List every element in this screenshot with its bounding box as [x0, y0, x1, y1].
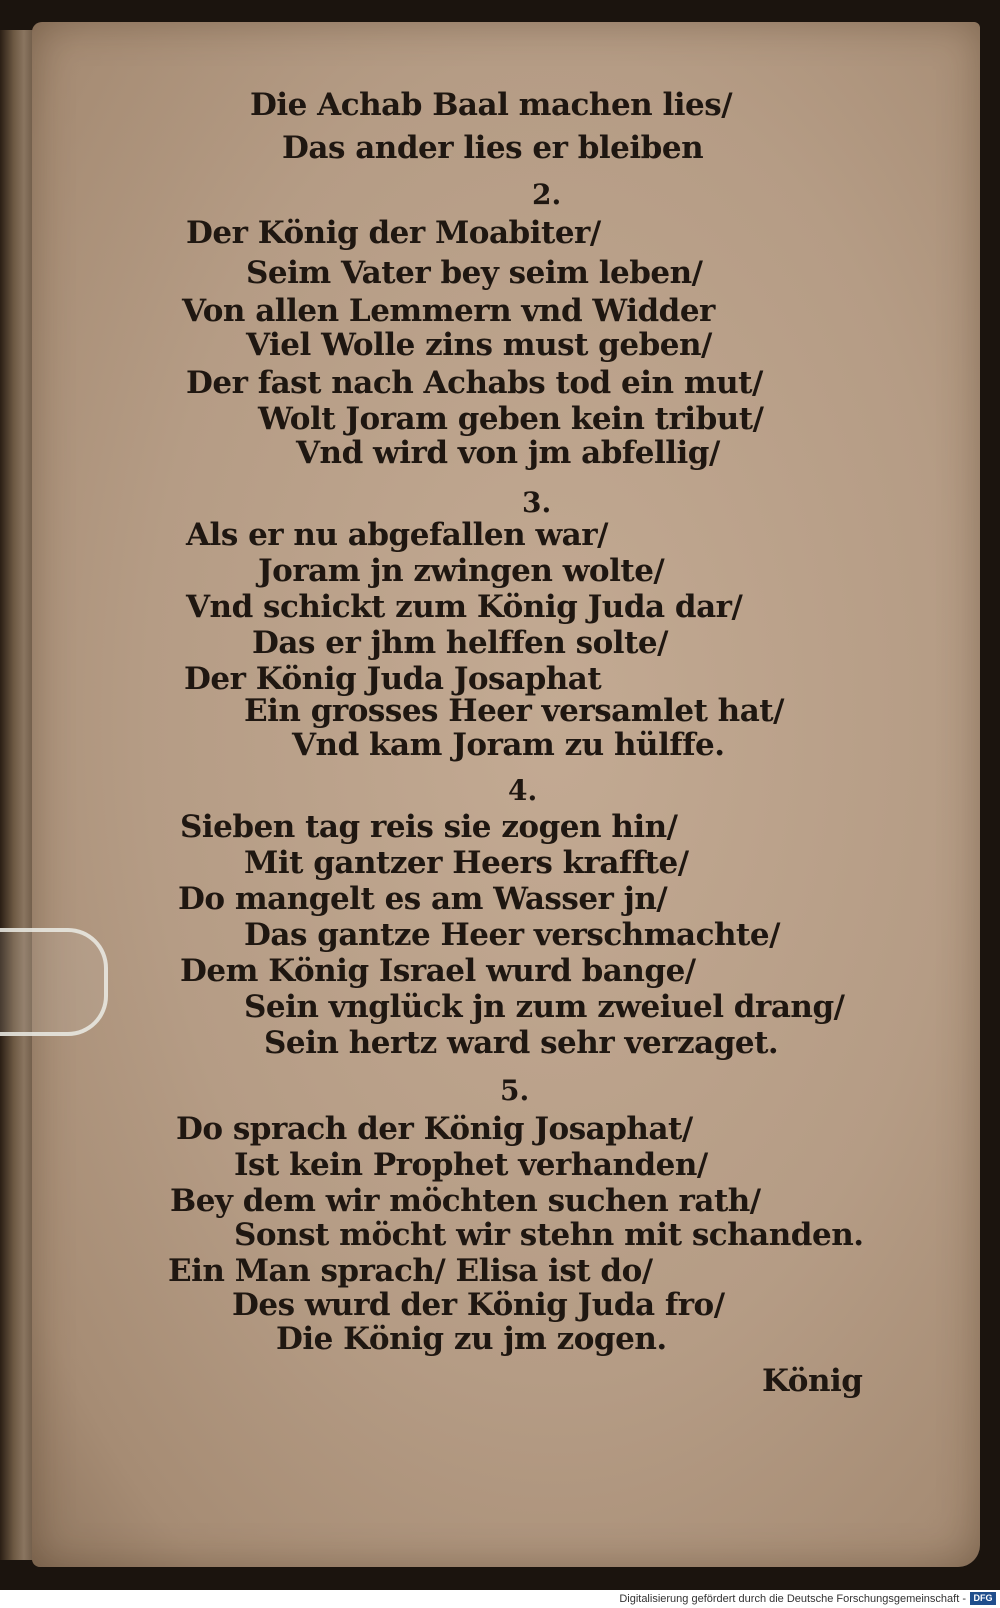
verse-line: Do sprach der König Josaphat/ — [176, 1111, 693, 1147]
verse-line: Der König Juda Josaphat — [184, 661, 602, 697]
verse-line: Seim Vater bey seim leben/ — [246, 255, 703, 291]
verse-line: Das ander lies er bleiben — [282, 130, 704, 166]
verse-number: 3. — [522, 486, 552, 519]
verse-line: Vnd wird von jm abfellig/ — [296, 435, 720, 471]
verse-line: Die König zu jm zogen. — [276, 1321, 667, 1357]
verse-line: Die Achab Baal machen lies/ — [250, 87, 733, 123]
verse-line: Sonst möcht wir stehn mit schanden. — [234, 1217, 864, 1253]
dfg-logo-icon: DFG — [970, 1592, 996, 1605]
verse-line: Das er jhm helffen solte/ — [252, 625, 668, 661]
verse-line: Mit gantzer Heers kraffte/ — [244, 845, 689, 881]
verse-line: Sein hertz ward sehr verzaget. — [264, 1025, 779, 1061]
verse-line: Dem König Israel wurd bange/ — [180, 953, 696, 989]
verse-line: Ein grosses Heer versamlet hat/ — [244, 693, 784, 729]
verse-line: Vnd schickt zum König Juda dar/ — [186, 589, 743, 625]
verse-line: Der fast nach Achabs tod ein mut/ — [186, 365, 763, 401]
verse-number: 4. — [508, 774, 538, 807]
verse-line: Ein Man sprach/ Elisa ist do/ — [168, 1253, 653, 1289]
verse-line: Als er nu abgefallen war/ — [186, 517, 608, 553]
verse-line: Wolt Joram geben kein tribut/ — [258, 401, 764, 437]
funding-notice: Digitalisierung gefördert durch die Deutsche Forschungsgemeinschaft - — [619, 1593, 966, 1605]
catchword: König — [762, 1363, 863, 1399]
verse-line: Von allen Lemmern vnd Widder — [182, 293, 715, 329]
verse-line: Sieben tag reis sie zogen hin/ — [180, 809, 678, 845]
verse-line: Des wurd der König Juda fro/ — [232, 1287, 725, 1323]
verse-line: Viel Wolle zins must geben/ — [246, 327, 712, 363]
verse-line: Joram jn zwingen wolte/ — [258, 553, 665, 589]
verse-line: Bey dem wir möchten suchen rath/ — [170, 1183, 761, 1219]
verse-line: Sein vnglück jn zum zweiuel drang/ — [244, 989, 845, 1025]
footer-bar — [0, 1590, 1000, 1608]
verse-line: Ist kein Prophet verhanden/ — [234, 1147, 708, 1183]
verse-number: 5. — [500, 1074, 530, 1107]
verse-number: 2. — [532, 178, 562, 211]
verse-line: Das gantze Heer verschmachte/ — [244, 917, 780, 953]
verse-line: Vnd kam Joram zu hülffe. — [292, 727, 725, 763]
verse-line: Do mangelt es am Wasser jn/ — [178, 881, 668, 917]
verse-line: Der König der Moabiter/ — [186, 215, 601, 251]
